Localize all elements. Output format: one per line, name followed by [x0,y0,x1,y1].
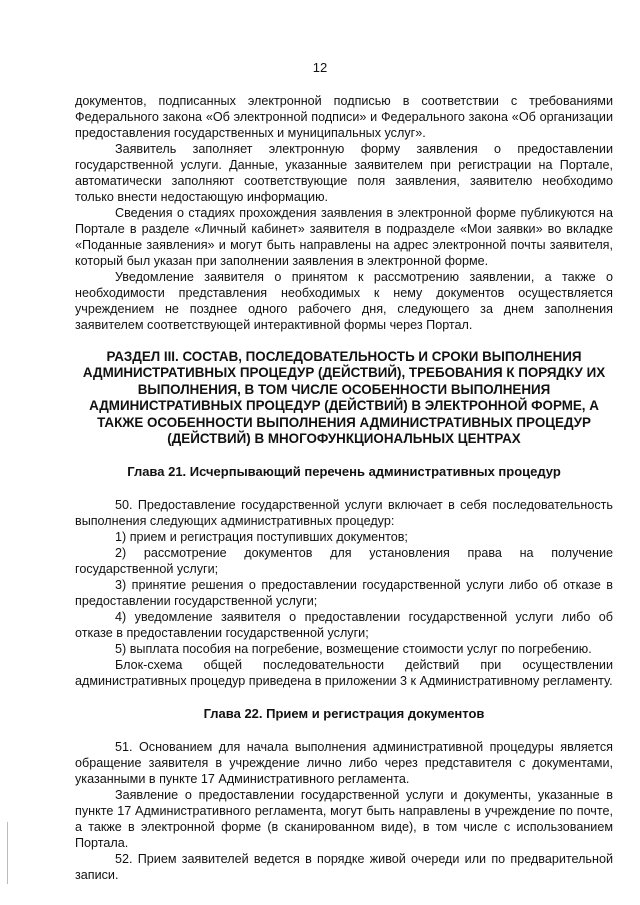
section-title: РАЗДЕЛ III. СОСТАВ, ПОСЛЕДОВАТЕЛЬНОСТЬ И СРОКИ ВЫПОЛНЕНИЯ АДМИНИСТРАТИВНЫХ ПРОЦЕДУР (ДЕЙСТВИЙ), ТРЕБОВАНИЯ К ПОРЯДКУ ИХ ВЫПОЛНЕНИЯ, В ТОМ ЧИСЛЕ ОСОБЕННОСТИ ВЫПОЛНЕНИЯ АДМИНИСТРАТИВНЫХ ПРОЦЕДУР (ДЕЙСТВИЙ) В ЭЛЕКТРОННОЙ ФОРМЕ, А ТАКЖЕ ОСОБЕННОСТИ ВЫПОЛНЕНИЯ АДМИНИСТРАТИВНЫХ ПРОЦЕДУР (ДЕЙСТВИЙ) В МНОГОФУНКЦИОНАЛЬНЫХ ЦЕНТРАХ [82,349,606,447]
paragraph-52: 52. Прием заявителей ведется в порядке живой очереди или по предварительной записи. [75,852,613,883]
list-item: 2) рассмотрение документов для установления права на получение государственной услуги; [75,546,613,577]
page-content [75,93,613,883]
paragraph-applicant-form: Заявитель заполняет электронную форму заявления о предоставлении государственной услуги. Данные, указанные заявителем при регистрации на Портале, автоматически заполняют соответствующие поля заявления, заявителю необходимо только внести недостающую информацию. [75,142,613,204]
list-item: 5) выплата пособия на погребение, возмещение стоимости услуг по погребению. [115,642,592,657]
paragraph-notification: Уведомление заявителя о принятом к рассмотрению заявлении, а также о необходимости представления необходимых к нему документов осуществляется учреждением не позднее одного рабочего дня, следующего за днем заполнения заявителем соответствующей интерактивной формы через Портал. [75,270,613,332]
page-number: 12 [312,60,328,75]
paragraph-status-info: Сведения о стадиях прохождения заявления в электронной форме публикуются на Портале в разделе «Личный кабинет» заявителя в подразделе «Мои заявки» во вкладке «Поданные заявления» и могут быть направлены на адрес электронной почты заявителя, который был указан при заполнении заявления в электронной форме. [75,206,613,268]
paragraph-continuation: документов, подписанных электронной подписью в соответствии с требованиями Федерального закона «Об электронной подписи» и Федерального закона «Об организации предоставления государственных и муниципальных услуг». [75,94,613,140]
chapter-21-title: Глава 21. Исчерпывающий перечень административных процедур [127,464,561,480]
list-item: 3) принятие решения о предоставлении государственной услуги либо об отказе в предоставлении государственной услуги; [75,578,613,609]
paragraph-50: 50. Предоставление государственной услуги включает в себя последовательность выполнения следующих административных процедур: [75,498,613,529]
list-item: 4) уведомление заявителя о предоставлении государственной услуги либо об отказе в предоставлении государственной услуги; [75,610,613,641]
list-item: 1) прием и регистрация поступивших документов; [115,530,408,545]
scan-edge-mark [7,822,8,884]
paragraph-51-application: Заявление о предоставлении государственной услуги и документы, указанные в пункте 17 Административного регламента, могут быть направлены в учреждение по почте, а также в электронной форме (в сканированном виде), в том числе с использованием Портала. [75,788,613,851]
paragraph-block-scheme: Блок-схема общей последовательности действий при осуществлении административных процедур приведена в приложении 3 к Административному регламенту. [75,658,613,689]
chapter-22-title: Глава 22. Прием и регистрация документов [203,706,485,722]
paragraph-51: 51. Основанием для начала выполнения административной процедуры является обращение заявителя в учреждение лично либо через представителя с документами, указанными в пункте 17 Административного регламента. [75,740,613,787]
